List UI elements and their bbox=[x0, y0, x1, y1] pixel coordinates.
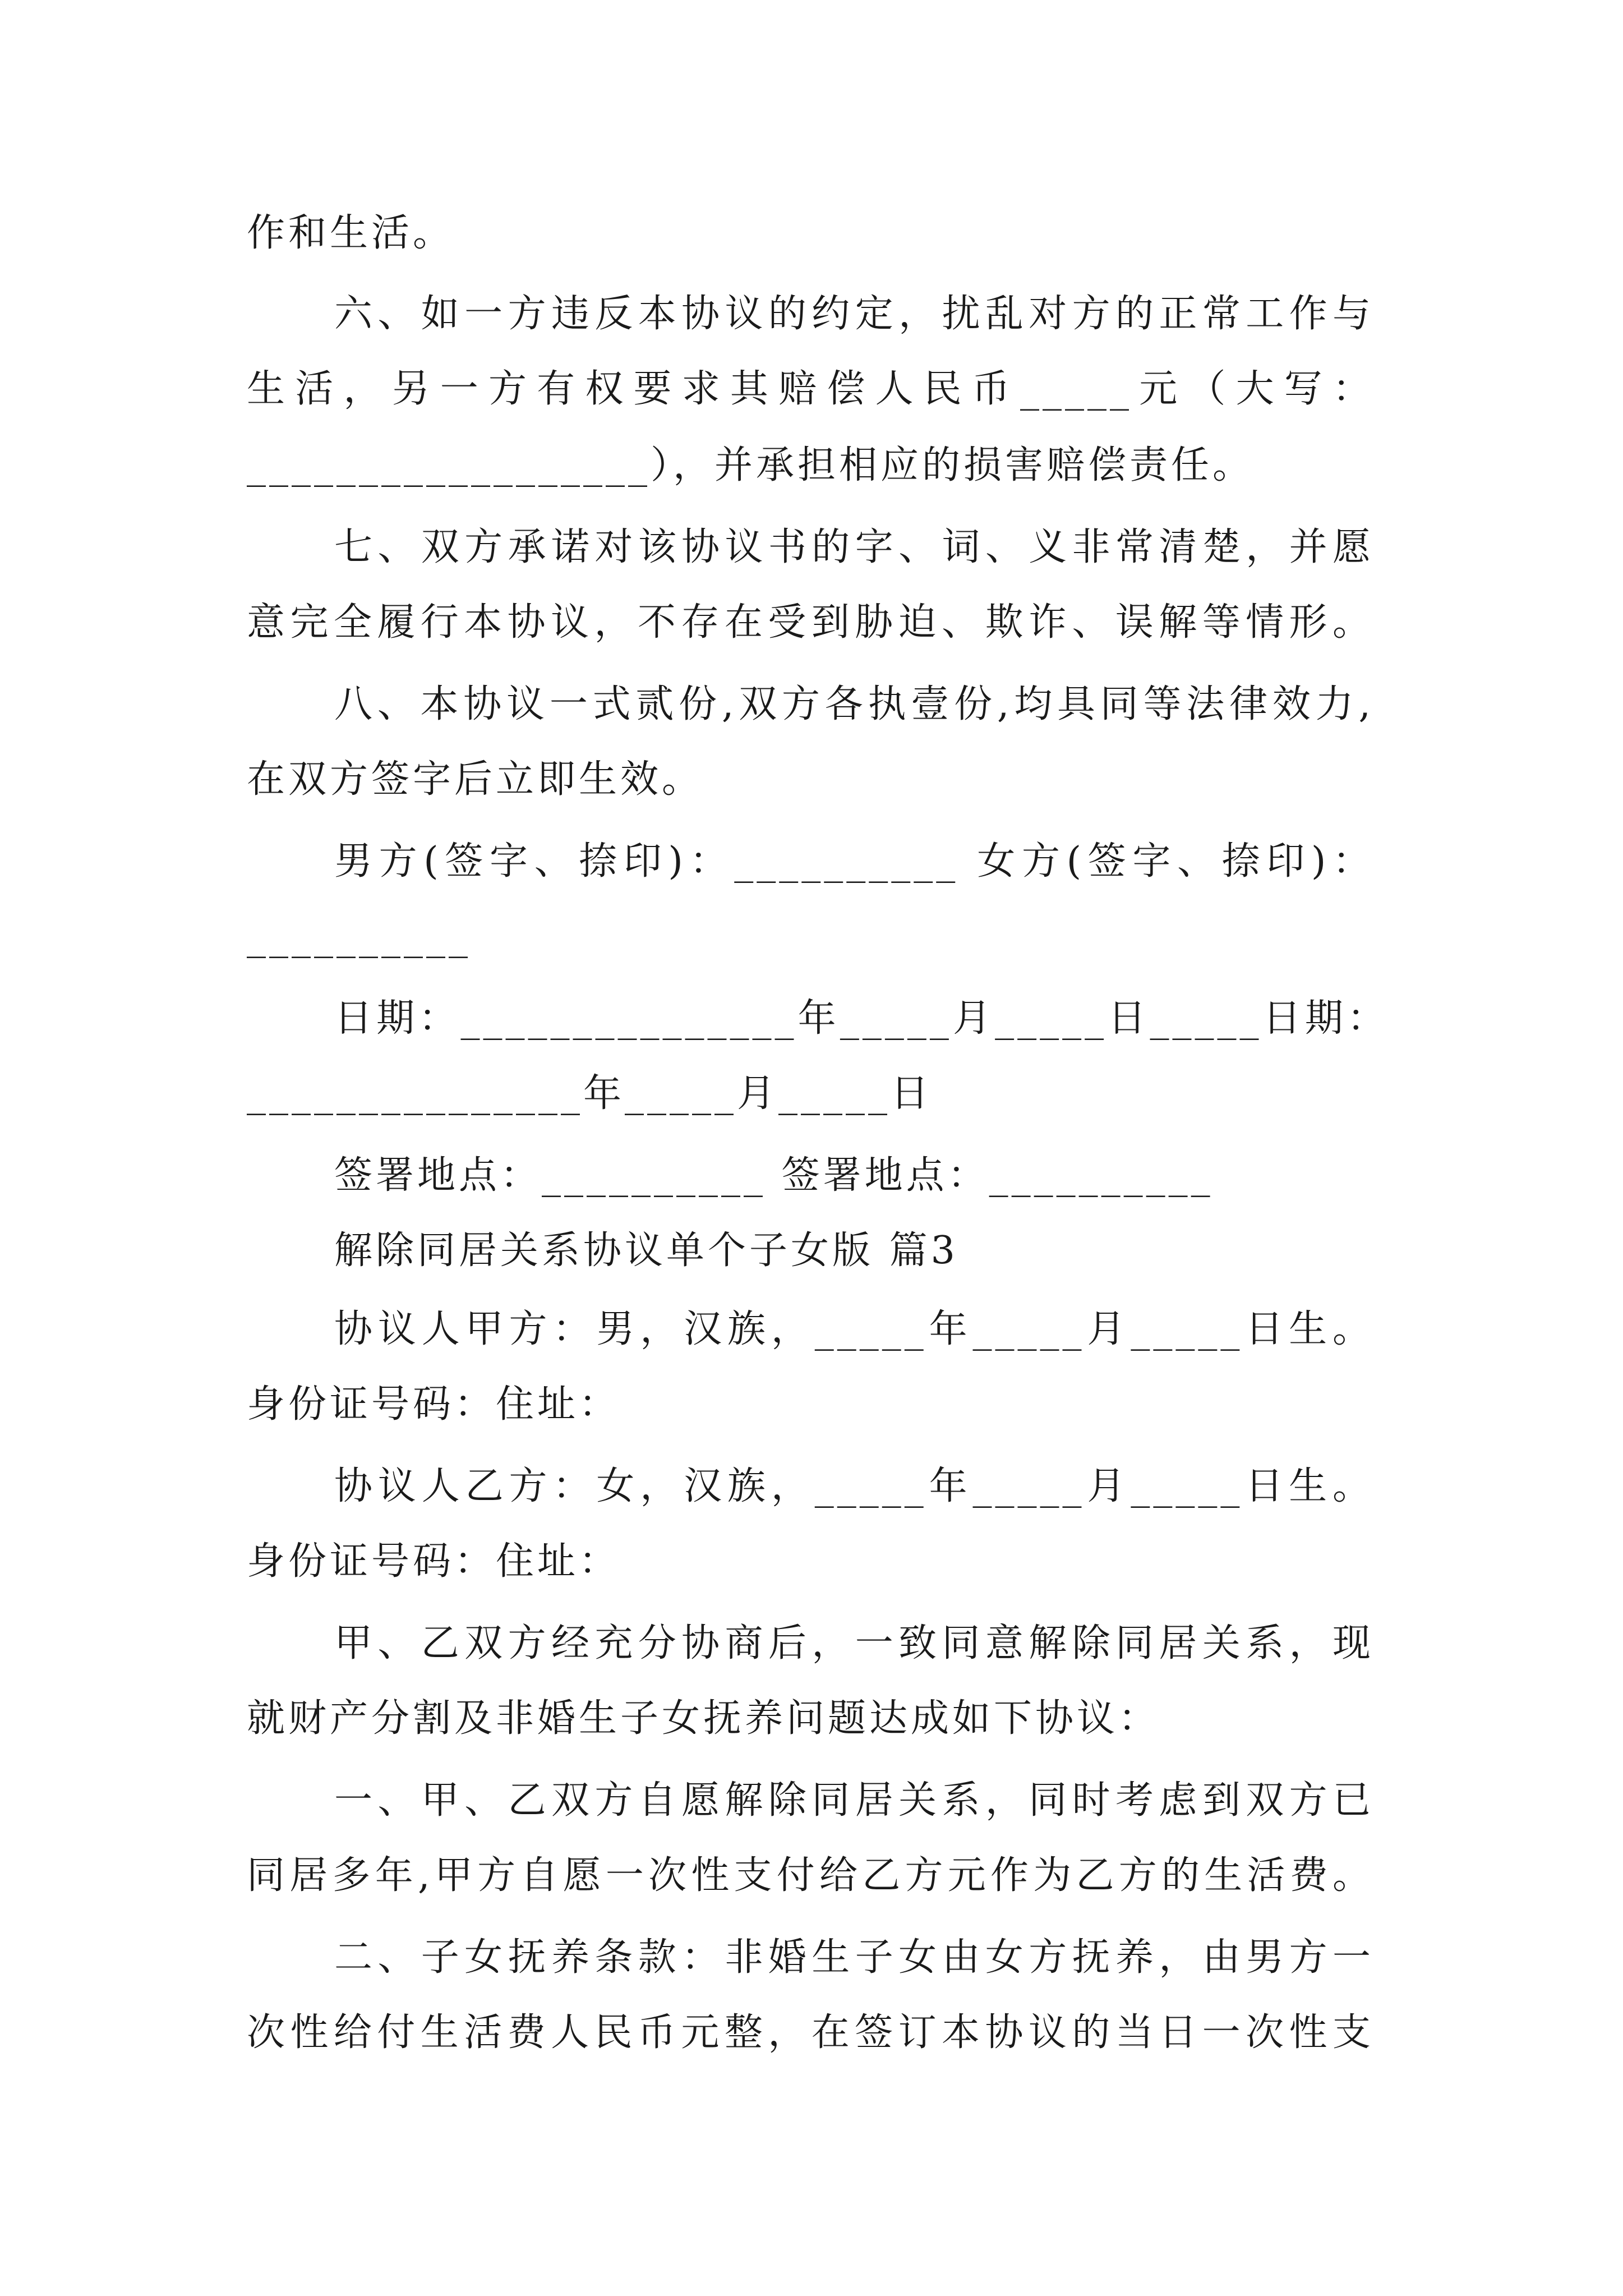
paragraph-line: 同居多年,甲方自愿一次性支付给乙方元作为乙方的生活费。 bbox=[247, 1853, 1374, 1898]
paragraph-line: 就财产分割及非婚生子女抚养问题达成如下协议： bbox=[247, 1696, 1160, 1741]
paragraph-line: 二、子女抚养条款：非婚生子女由女方抚养，由男方一 bbox=[334, 1935, 1374, 1980]
party-b-id-line: 身份证号码：住址： bbox=[247, 1539, 621, 1584]
section-heading: 解除同居关系协议单个子女版 篇3 bbox=[334, 1228, 958, 1273]
paragraph-line: 意完全履行本协议，不存在受到胁迫、欺诈、误解等情形。 bbox=[247, 600, 1374, 645]
paragraph-line: 六、如一方违反本协议的约定，扰乱对方的正常工作与 bbox=[334, 292, 1374, 336]
date-line: 日期：_______________年_____月_____日_____日期： bbox=[334, 996, 1389, 1041]
paragraph-line: 一、甲、乙双方自愿解除同居关系，同时考虑到双方已 bbox=[334, 1778, 1374, 1823]
paragraph-line: 作和生活。 bbox=[247, 211, 455, 255]
paragraph-line: 次性给付生活费人民币元整，在签订本协议的当日一次性支 bbox=[247, 2010, 1374, 2055]
paragraph-line: __________________），并承担相应的损害赔偿责任。 bbox=[247, 443, 1255, 487]
paragraph-line: 八、本协议一式贰份,双方各执壹份,均具同等法律效力, bbox=[334, 682, 1374, 726]
paragraph-line: 在双方签字后立即生效。 bbox=[247, 757, 704, 802]
party-b-line: 协议人乙方：女，汉族，_____年_____月_____日生。 bbox=[334, 1464, 1374, 1508]
signature-line: 男方(签字、捺印)：__________ 女方(签字、捺印)： bbox=[334, 839, 1374, 884]
signature-blank: __________ bbox=[247, 914, 471, 959]
date-line: _______________年_____月_____日 bbox=[247, 1071, 933, 1116]
party-a-id-line: 身份证号码：住址： bbox=[247, 1382, 621, 1427]
paragraph-line: 七、双方承诺对该协议书的字、词、义非常清楚，并愿 bbox=[334, 525, 1374, 569]
signing-place-line: 签署地点：__________ 签署地点：__________ bbox=[334, 1153, 1214, 1198]
paragraph-line: 甲、乙双方经充分协商后，一致同意解除同居关系，现 bbox=[334, 1621, 1374, 1665]
paragraph-line: 生活，另一方有权要求其赔偿人民币_____元（大写： bbox=[247, 367, 1374, 411]
party-a-line: 协议人甲方：男，汉族，_____年_____月_____日生。 bbox=[334, 1307, 1374, 1351]
